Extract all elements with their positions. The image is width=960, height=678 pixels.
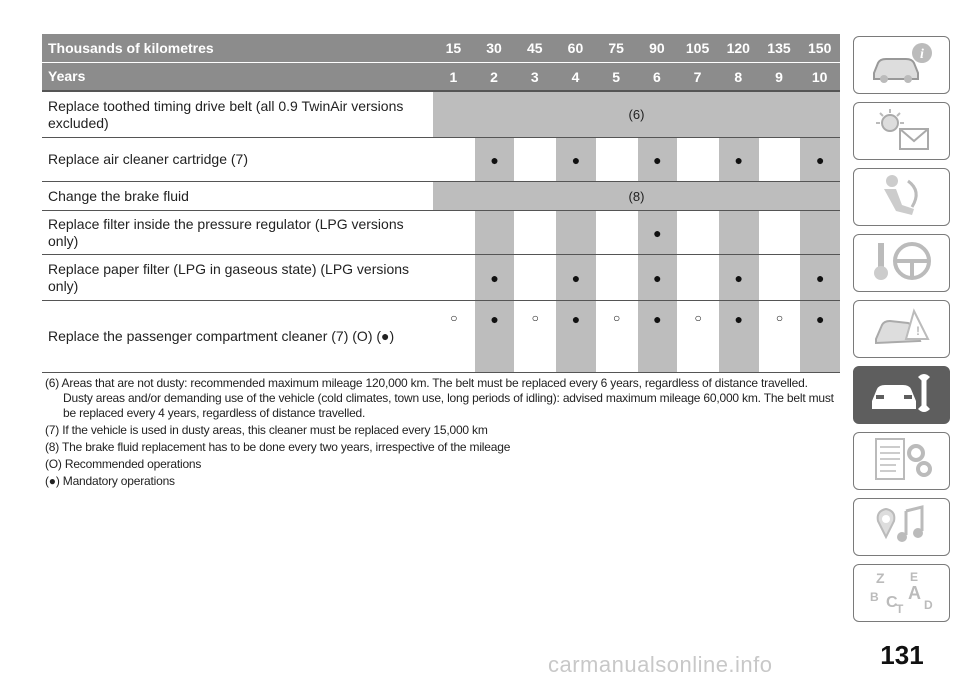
table-cell [677,255,718,300]
mandatory-mark: ● [571,311,581,327]
table-cell [555,301,596,372]
multimedia-note-icon [866,501,938,554]
mandatory-mark: ● [490,311,499,327]
km-header-cell: 60 [567,40,584,56]
row-cells [433,92,840,137]
table-cell [433,211,474,254]
table-cell [514,301,555,372]
km-header-cell: 90 [649,40,665,56]
mandatory-mark: ● [653,224,662,241]
svg-text:B: B [869,589,879,604]
row-label: Replace paper filter (LPG in gaseous state) (LPG versions only) [48,260,410,294]
mandatory-mark: ● [815,311,825,327]
table-cell [637,211,678,254]
table-cell [637,301,678,372]
header-km-cells [433,34,840,62]
maintenance-schedule-table [42,34,840,373]
svg-text:Z: Z [875,569,885,586]
km-header-cell: 135 [767,40,791,56]
km-header-cell: 75 [608,40,624,56]
year-header-cell: 1 [449,68,458,85]
row-cells [433,211,840,254]
table-body [42,92,840,373]
table-cell [596,301,637,372]
table-cell [718,138,759,181]
chapter-tab-key-steering-wheel[interactable] [853,234,950,292]
year-header-cell: 2 [490,68,498,85]
table-cell [718,301,759,372]
table-cell [514,255,555,300]
table-cell [759,301,800,372]
mandatory-mark: ● [653,269,662,286]
mandatory-mark: ● [734,151,743,168]
table-cell [677,301,718,372]
mandatory-mark: ● [571,151,581,168]
row-cells [433,255,840,300]
row-label: Replace the passenger compartment cleaner (7) (O) (●) [48,328,395,344]
table-cell [677,211,718,254]
key-steering-wheel-icon [866,237,938,290]
year-header-cell: 6 [652,68,661,85]
year-header-cell: 3 [530,68,539,85]
footnote: (●) Mandatory operations [45,474,175,488]
year-header-cell: 8 [734,68,743,85]
svg-text:!: ! [915,323,920,338]
km-header-cell: 45 [526,40,543,56]
footnote: (O) Recommended operations [45,457,202,471]
alphabetical-index-icon [866,567,938,620]
km-header-cell: 15 [445,40,462,56]
table-cell [433,301,474,372]
header-years-cells [433,63,840,90]
table-row [42,92,840,138]
row-cells [433,301,840,372]
svg-text:T: T [895,601,903,615]
chapter-tab-car-wrench[interactable] [853,366,950,424]
km-header-cell: 30 [486,40,502,56]
table-cell [433,138,474,181]
table-cell [514,138,555,181]
table-cell [718,211,759,254]
row-span-note: (6) [433,92,840,137]
table-cell [637,255,678,300]
recommended-mark: ○ [775,311,784,325]
recommended-mark: ○ [613,311,621,325]
table-cell [799,138,840,181]
mandatory-mark: ● [734,269,743,286]
table-cell [677,138,718,181]
row-cells [433,138,840,181]
header-row-years [42,63,840,92]
row-label: Replace air cleaner cartridge (7) [48,151,248,167]
mandatory-mark: ● [571,269,581,286]
year-header-cell: 5 [612,68,621,85]
mandatory-mark: ● [815,269,825,286]
year-header-cell: 4 [571,68,580,85]
table-row [42,182,840,211]
mandatory-mark: ● [653,311,662,327]
table-row [42,211,840,255]
row-cells [433,182,840,210]
table-cell [799,211,840,254]
footnote: (7) If the vehicle is used in dusty areas, this cleaner must be replaced every 15,000 km [45,423,488,437]
table-cell [596,255,637,300]
table-cell [474,255,515,300]
mandatory-mark: ● [490,269,499,286]
table-cell [596,211,637,254]
table-cell [759,255,800,300]
page-number: 131 [880,640,924,670]
mandatory-mark: ● [734,311,743,327]
table-cell [799,301,840,372]
chapter-tab-alphabetical-index[interactable] [853,564,950,622]
table-cell [433,255,474,300]
header-km-label: Thousands of kilometres [48,39,214,56]
table-cell [474,301,515,372]
svg-text:A: A [907,582,921,603]
table-cell [474,138,515,181]
svg-text:E: E [909,569,918,584]
table-cell [759,138,800,181]
chapter-tab-spec-sheet-gears[interactable] [853,432,950,490]
table-cell [637,138,678,181]
chapter-tab-multimedia-note[interactable] [853,498,950,556]
table-cell [555,138,596,181]
table-cell [474,211,515,254]
header-years-label: Years [48,68,86,84]
table-row [42,138,840,182]
footnote: (8) The brake fluid replacement has to be done every two years, irrespective of the mileage [45,440,511,454]
table-cell [555,255,596,300]
table-row [42,301,840,373]
table-cell [799,255,840,300]
table-cell [596,138,637,181]
table-cell [718,255,759,300]
footnotes [45,376,835,491]
svg-text:i: i [919,46,924,62]
seat-airbag-icon [866,171,938,224]
svg-text:D: D [923,597,933,612]
car-info-icon [866,39,938,92]
recommended-mark: ○ [450,311,458,325]
watermark: carmanualsonline.info [548,652,773,677]
mandatory-mark: ● [490,151,499,168]
recommended-mark: ○ [694,311,702,325]
header-row-km [42,34,840,63]
year-header-cell: 9 [775,68,783,85]
km-header-cell: 120 [726,40,750,56]
km-header-cell: 150 [808,40,832,56]
row-label: Change the brake fluid [48,187,189,204]
year-header-cell: 10 [811,68,828,85]
mandatory-mark: ● [815,151,825,168]
chapter-tab-seat-airbag[interactable] [853,168,950,226]
car-crash-icon [866,303,938,356]
row-label: Replace filter inside the pressure regulator (LPG versions only) [48,215,404,249]
car-wrench-icon [866,369,938,422]
table-cell [759,211,800,254]
spec-sheet-gears-icon [866,435,938,488]
row-span-note: (8) [433,182,840,210]
table-row [42,255,840,301]
chapter-tabs [853,36,951,630]
warning-lights-envelope-icon [866,105,938,158]
table-cell [555,211,596,254]
footnote: (6) Areas that are not dusty: recommended maximum mileage 120,000 km. The belt must be replaced every 6 years, regardless of distance travelled. Dusty areas and/or demanding use of the vehicle (cold climates, town use, long periods of idling): advised maximum mileage 60,000 km. The belt must be replaced every 4 years, regardless of distance travelled. [45,376,834,420]
chapter-tab-warning-lights-envelope[interactable] [853,102,950,160]
year-header-cell: 7 [693,68,702,85]
chapter-tab-car-crash[interactable] [853,300,950,358]
row-label: Replace toothed timing drive belt (all 0.9 TwinAir versions excluded) [48,97,404,131]
chapter-tab-car-info[interactable] [853,36,950,94]
recommended-mark: ○ [531,311,539,325]
table-cell [514,211,555,254]
km-header-cell: 105 [685,40,710,56]
svg-text:C: C [885,593,898,611]
mandatory-mark: ● [653,151,662,168]
